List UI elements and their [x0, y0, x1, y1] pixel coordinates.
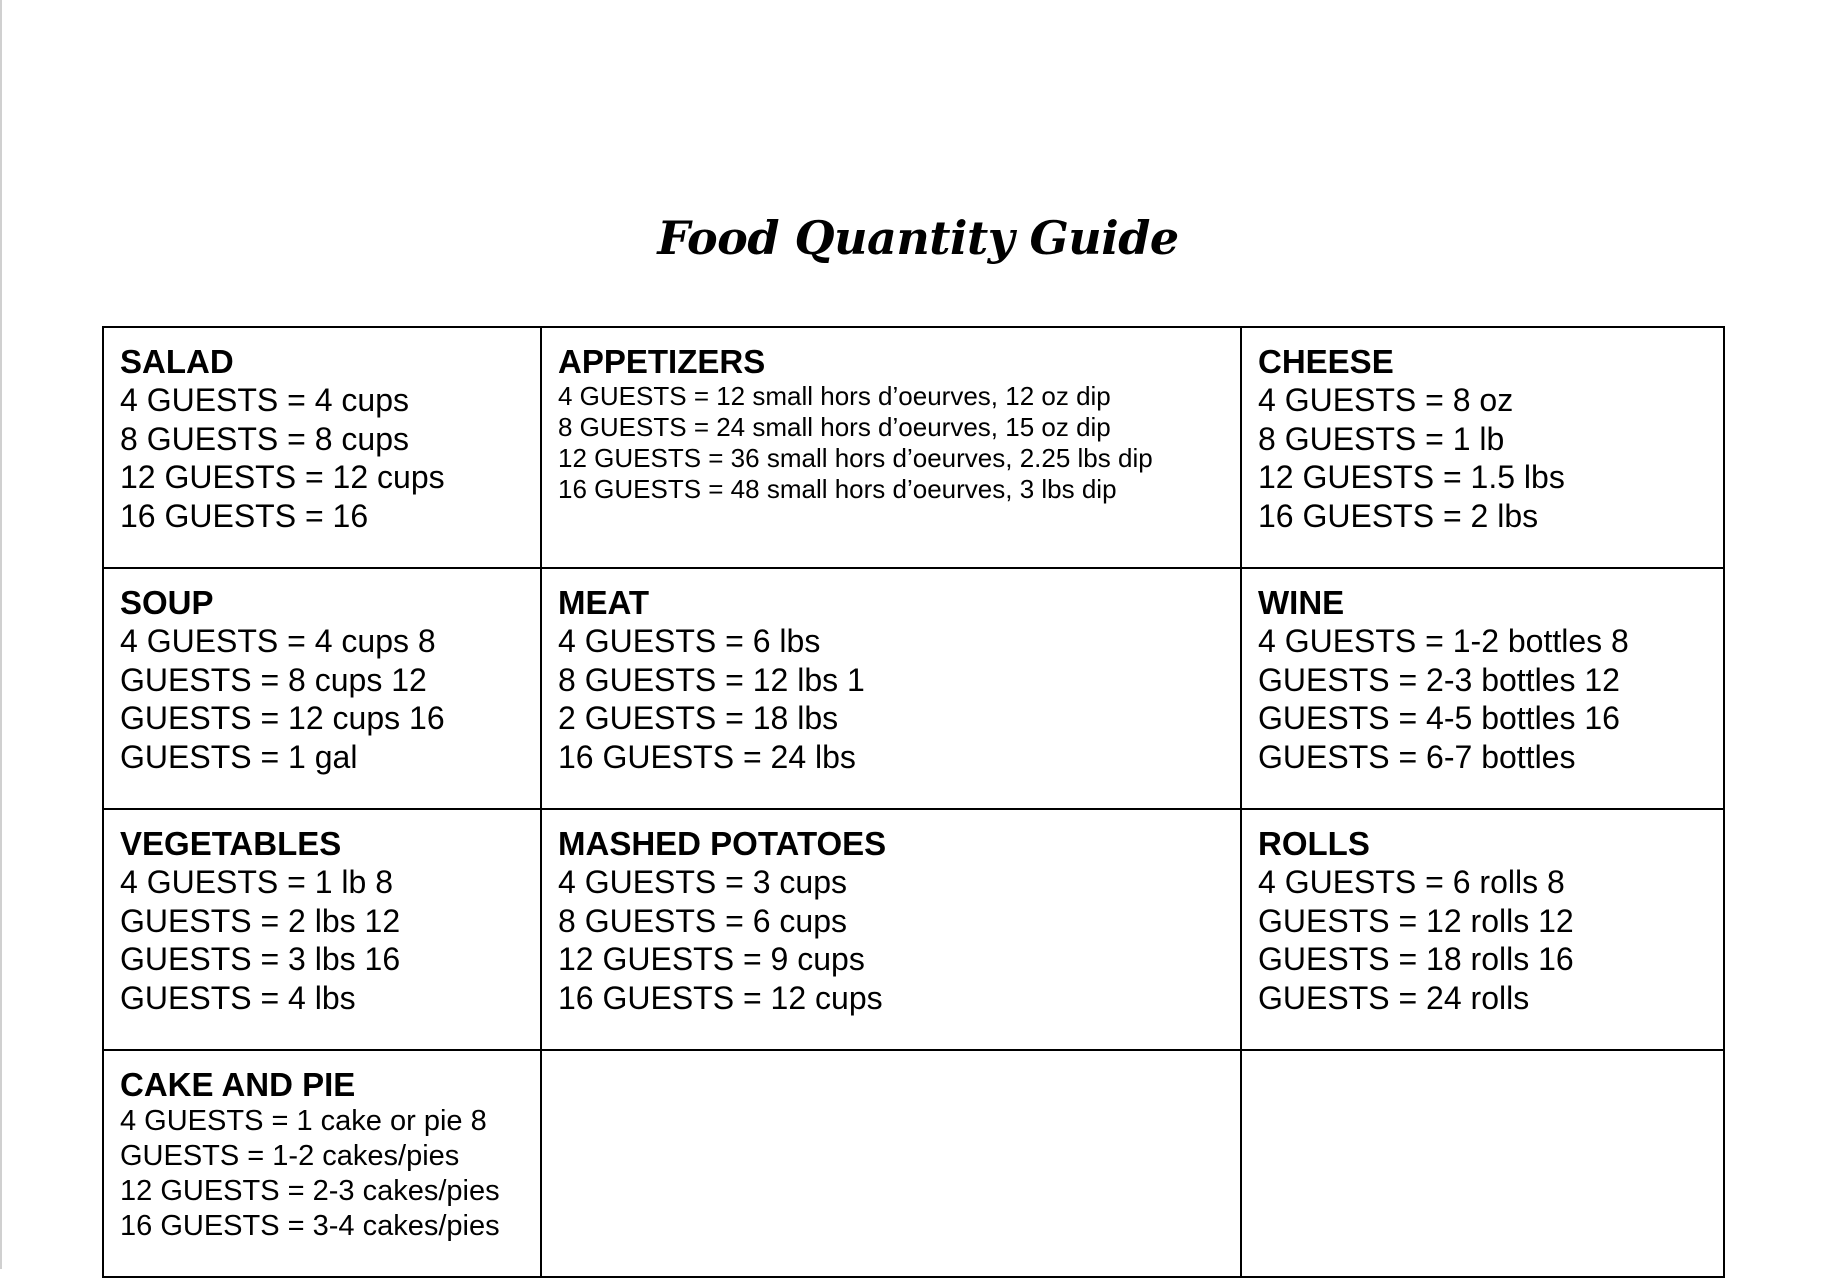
quantity-line: 4 GUESTS = 1-2 bottles 8 — [1258, 623, 1629, 659]
quantity-line: 12 GUESTS = 12 cups — [120, 459, 445, 495]
quantity-line: 16 GUESTS = 16 — [120, 497, 369, 534]
cell-cake-and-pie — [103, 1050, 541, 1277]
table-row — [103, 809, 1724, 1050]
quantity-line: 8 GUESTS = 8 cups — [120, 420, 410, 457]
quantity-line: 16 GUESTS = 48 small hors d’oeurves, 3 lbs dip — [558, 474, 1117, 504]
cell-appetizers — [541, 327, 1241, 568]
quantity-line: 4 GUESTS = 4 cups 8 — [120, 623, 436, 659]
quantity-line: 8 GUESTS = 6 cups — [558, 902, 848, 939]
cell-title: WINE — [1258, 584, 1345, 621]
cell-soup — [103, 568, 541, 809]
page-title: Food Quantity Guide — [657, 211, 1179, 265]
cell-mashed-potatoes — [541, 809, 1241, 1050]
quantity-line: 4 GUESTS = 6 rolls 8 — [1258, 864, 1565, 900]
quantity-line: GUESTS = 4-5 bottles 16 — [1258, 700, 1620, 736]
page-edge — [0, 0, 2, 1269]
quantity-line: 12 GUESTS = 36 small hors d’oeurves, 2.25 lbs dip — [558, 443, 1153, 473]
cell-wine — [1241, 568, 1724, 809]
quantity-line: 2 GUESTS = 18 lbs — [558, 700, 839, 736]
cell-title: CHEESE — [1258, 343, 1394, 380]
quantity-line: 16 GUESTS = 2 lbs — [1258, 497, 1539, 534]
quantity-line: 8 GUESTS = 12 lbs 1 — [558, 661, 865, 698]
quantity-line: GUESTS = 18 rolls 16 — [1258, 941, 1574, 977]
quantity-line: 8 GUESTS = 24 small hors d’oeurves, 15 oz dip — [558, 412, 1111, 442]
quantity-line: GUESTS = 2 lbs 12 — [120, 902, 401, 939]
cell-title: SALAD — [120, 343, 234, 380]
quantity-line: 4 GUESTS = 1 lb 8 — [120, 864, 394, 900]
food-quantity-table — [102, 326, 1725, 1278]
quantity-line: GUESTS = 12 rolls 12 — [1258, 902, 1574, 939]
quantity-line: 16 GUESTS = 3-4 cakes/pies — [120, 1210, 500, 1242]
quantity-line: 16 GUESTS = 12 cups — [558, 979, 883, 1016]
cell-title: MEAT — [558, 584, 650, 621]
quantity-line: 12 GUESTS = 2-3 cakes/pies — [120, 1175, 500, 1207]
empty-cell — [541, 1050, 1241, 1277]
quantity-line: 4 GUESTS = 3 cups — [558, 864, 848, 900]
quantity-line: GUESTS = 8 cups 12 — [120, 661, 427, 698]
quantity-line: 16 GUESTS = 24 lbs — [558, 738, 856, 775]
table-row — [103, 1050, 1724, 1277]
quantity-line: GUESTS = 24 rolls — [1258, 979, 1530, 1016]
quantity-line: GUESTS = 12 cups 16 — [120, 700, 445, 736]
quantity-line: 4 GUESTS = 1 cake or pie 8 — [120, 1105, 487, 1137]
table-row — [103, 568, 1724, 809]
quantity-line: 4 GUESTS = 4 cups — [120, 382, 410, 418]
cell-title: APPETIZERS — [558, 343, 766, 380]
quantity-line: GUESTS = 6-7 bottles — [1258, 738, 1576, 775]
quantity-line: 8 GUESTS = 1 lb — [1258, 420, 1505, 457]
quantity-line: GUESTS = 1 gal — [120, 738, 358, 775]
quantity-line: GUESTS = 4 lbs — [120, 979, 356, 1016]
cell-title: MASHED POTATOES — [558, 825, 887, 862]
table-row — [103, 327, 1724, 568]
quantity-line: GUESTS = 3 lbs 16 — [120, 941, 401, 977]
cell-salad — [103, 327, 541, 568]
cell-rolls — [1241, 809, 1724, 1050]
cell-cheese — [1241, 327, 1724, 568]
quantity-line: GUESTS = 1-2 cakes/pies — [120, 1140, 460, 1172]
cell-title: VEGETABLES — [120, 825, 342, 862]
quantity-line: 12 GUESTS = 1.5 lbs — [1258, 459, 1565, 495]
quantity-line: 4 GUESTS = 8 oz — [1258, 382, 1514, 418]
cell-title: SOUP — [120, 584, 214, 621]
quantity-line: GUESTS = 2-3 bottles 12 — [1258, 661, 1620, 698]
quantity-line: 12 GUESTS = 9 cups — [558, 941, 865, 977]
cell-title: CAKE AND PIE — [120, 1066, 356, 1103]
cell-meat — [541, 568, 1241, 809]
quantity-line: 4 GUESTS = 12 small hors d’oeurves, 12 oz dip — [558, 381, 1111, 411]
empty-cell — [1241, 1050, 1724, 1277]
quantity-line: 4 GUESTS = 6 lbs — [558, 623, 821, 659]
cell-vegetables — [103, 809, 541, 1050]
cell-title: ROLLS — [1258, 825, 1370, 862]
